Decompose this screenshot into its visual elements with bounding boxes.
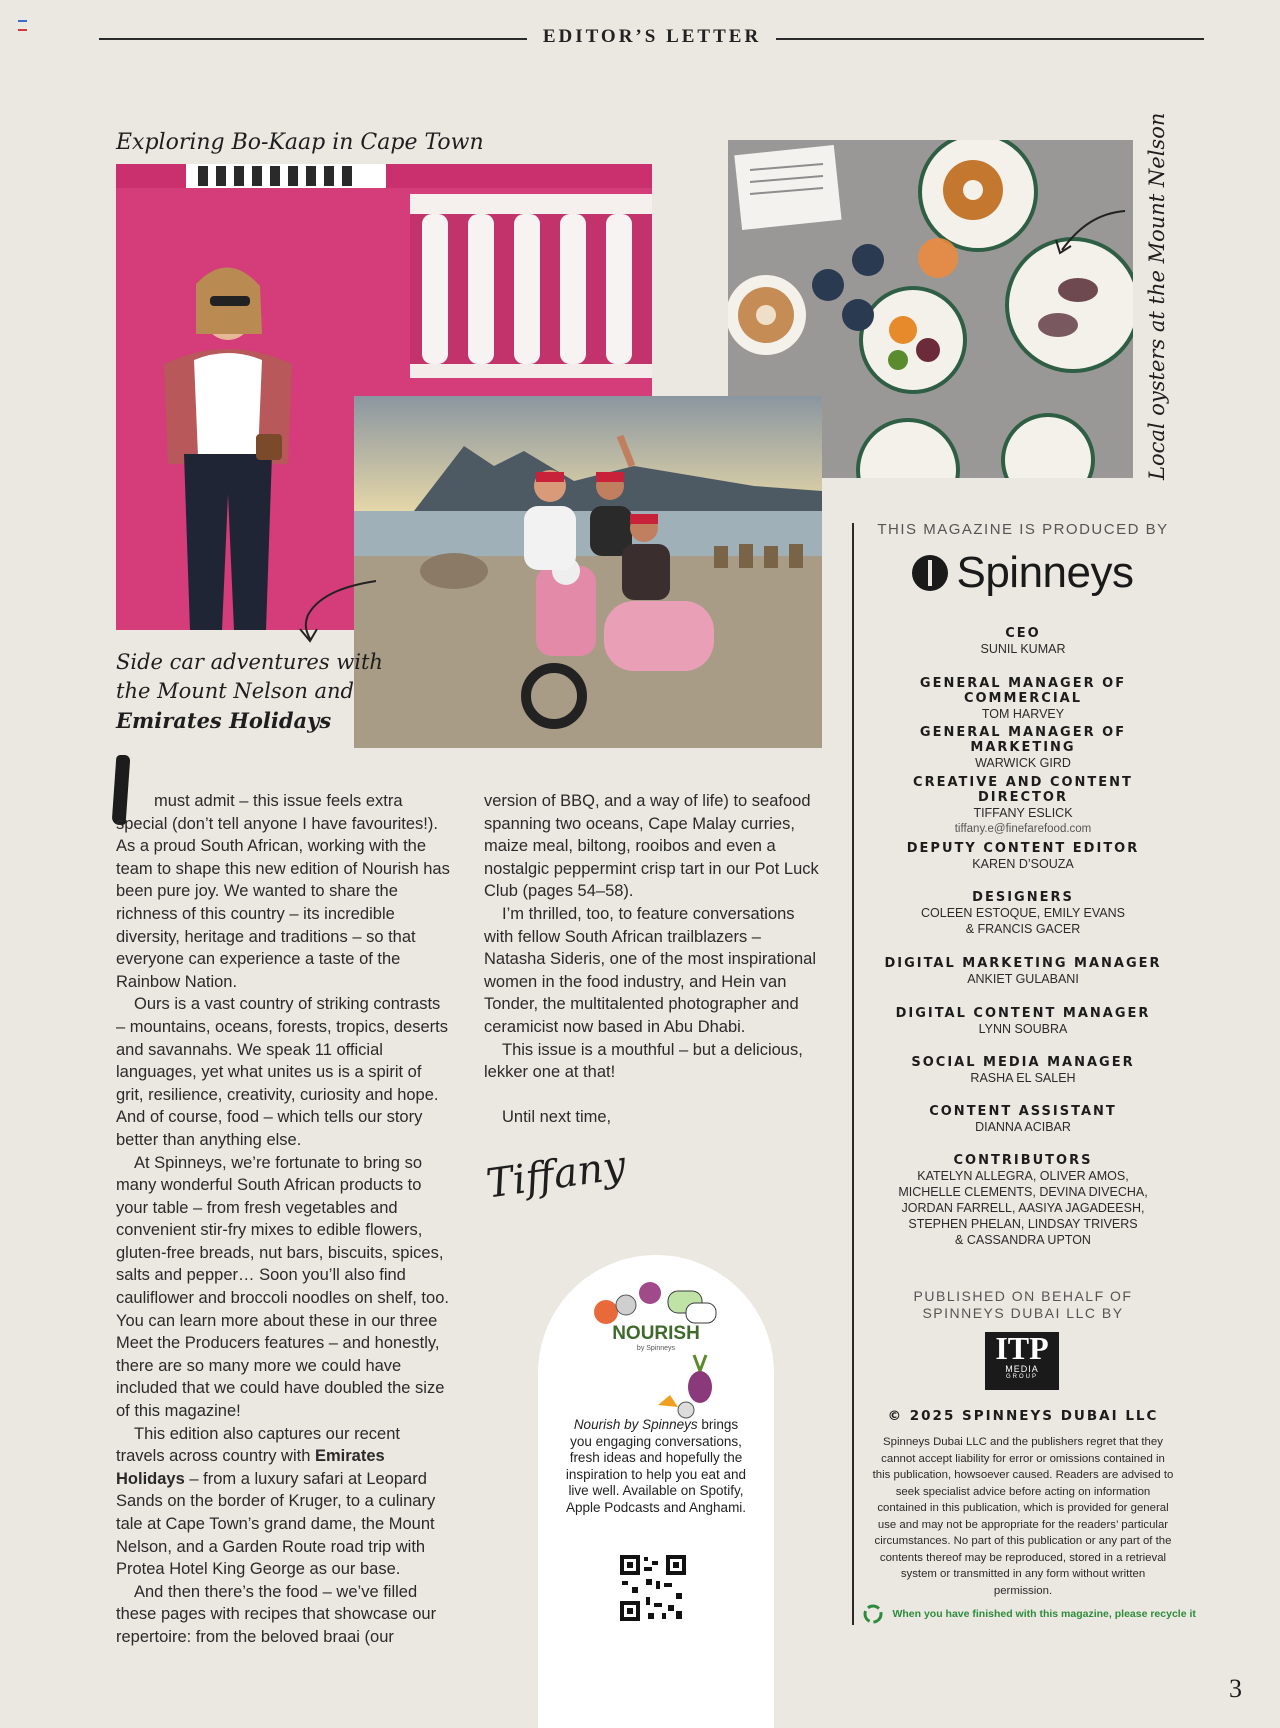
staff-role: DIGITAL MARKETING MANAGER	[884, 956, 1162, 971]
staff-name: WARWICK GIRD	[975, 756, 1071, 770]
letter-paragraph: At Spinneys, we’re fortunate to bring so many wonderful South African products to your table – from fresh vegetables and convenient stir-fry mixes to edible flowers, gluten-free breads, nut bars, biscuits, spices, salts and pepper… Soon you’ll also find cauliflower and broccoli noodles on shelf, too. You can learn more about these in our three Meet the Producers features – and honestly, there are so many more we could have included that we could have doubled the size of this magazine!	[116, 1153, 449, 1421]
staff-role: GENERAL MANAGER OF COMMERCIAL	[919, 676, 1127, 706]
sidecar-illustration	[354, 396, 822, 748]
emirates-holidays-bold: Emirates Holidays	[116, 1447, 385, 1488]
published-line-1: PUBLISHED ON BEHALF OF	[913, 1288, 1133, 1304]
spinneys-logo-icon	[912, 555, 948, 591]
staff-role: CONTRIBUTORS	[953, 1153, 1093, 1168]
nourish-logo: NOURISH	[612, 1323, 700, 1344]
staff-name: & CASSANDRA UPTON	[955, 1233, 1091, 1247]
staff-creative-director	[868, 775, 1178, 837]
qr-code-icon[interactable]	[618, 1553, 688, 1623]
recycle-text: When you have finished with this magazine, please recycle it	[892, 1608, 1196, 1620]
staff-digital-marketing	[868, 956, 1178, 987]
staff-content-assistant	[868, 1104, 1178, 1135]
staff-name: JORDAN FARRELL, AASIYA JAGADEESH,	[901, 1201, 1145, 1215]
letter-paragraph	[116, 1423, 452, 1581]
itp-logo-text: ITP	[995, 1330, 1049, 1366]
staff-name: & FRANCIS GACER	[965, 922, 1081, 936]
letter-text: – from a luxury safari at Leopard Sands on the border of Kruger, to a culinary tale at Cape Town’s grand dame, the Mount Nelson, and a Garden Route road trip with Protea Hotel King George as our base.	[116, 1469, 436, 1579]
staff-deputy-editor	[868, 841, 1178, 872]
itp-logo-group: GROUP	[1005, 1374, 1038, 1380]
photo-sidecar	[354, 396, 822, 748]
letter-paragraph: This issue is a mouthful – but a delicious, lekker one at that!	[484, 1040, 803, 1082]
disclaimer: Spinneys Dubai LLC and the publishers regret that they cannot accept liability for error or omissions contained in this publication, howsoever caused. Readers are advised to seek specialist advice before acting on information contained in this publication, which is provided for general use and may not be appropriate for the readers’ particular circumstances. No part of this publication or any part of the contents thereof may be reproduced, stored in a retrieval system or transmitted in any form without written permission.	[872, 1436, 1174, 1597]
nourish-blurb	[562, 1417, 750, 1516]
spinneys-logo-text: Spinneys	[956, 548, 1134, 597]
recycle-notice	[862, 1603, 1196, 1625]
letter-paragraph: version of BBQ, and a way of life) to seafood spanning two oceans, Cape Malay curries, maize meal, biltong, rooibos and even a nostalgic peppermint crisp tart in our Pot Luck Club (pages 54–58).	[484, 792, 819, 901]
masthead-divider	[852, 523, 854, 1625]
staff-name: LYNN SOUBRA	[978, 1022, 1068, 1036]
staff-name: TOM HARVEY	[981, 707, 1065, 721]
itp-logo	[985, 1332, 1059, 1390]
caption-arrow-sidecar	[290, 575, 380, 645]
staff-name: ANKIET GULABANI	[967, 972, 1079, 986]
staff-role: SOCIAL MEDIA MANAGER	[911, 1055, 1135, 1070]
vegetables-icon	[648, 1325, 768, 1425]
caption-sidecar-line2: the Mount Nelson and	[116, 679, 355, 703]
recycle-icon	[862, 1603, 884, 1625]
nourish-promo	[538, 1255, 774, 1728]
letter-signoff: Until next time,	[502, 1107, 612, 1126]
letter-paragraph: And then there’s the food – we’ve filled these pages with recipes that showcase our repertoire: from the beloved braai (our	[116, 1582, 437, 1646]
staff-name: KATELYN ALLEGRA, OLIVER AMOS,	[917, 1169, 1129, 1183]
copyright: © 2025 SPINNEYS DUBAI LLC	[887, 1408, 1159, 1424]
caption-sidecar-line1: Side car adventures with	[116, 650, 383, 674]
staff-role: CREATIVE AND CONTENT DIRECTOR	[913, 775, 1133, 805]
staff-name: MICHELLE CLEMENTS, DEVINA DIVECHA,	[898, 1185, 1148, 1199]
produced-by-label: THIS MAGAZINE IS PRODUCED BY	[877, 521, 1169, 538]
staff-gm-commercial	[868, 676, 1178, 722]
staff-ceo	[868, 626, 1178, 657]
staff-name: STEPHEN PHELAN, LINDSAY TRIVERS	[908, 1217, 1138, 1231]
spinneys-logo	[868, 548, 1178, 608]
caption-sidecar	[116, 648, 383, 735]
staff-name: SUNIL KUMAR	[980, 642, 1066, 656]
nourish-blurb-title: Nourish by Spinneys	[573, 1417, 698, 1432]
staff-role: DIGITAL CONTENT MANAGER	[895, 1006, 1151, 1021]
letter-paragraph: Ours is a vast country of striking contrasts – mountains, oceans, forests, tropics, deserts and savannahs. We speak 11 official languages, yet what unites us is a spirit of grit, resilience, creativity, curiosity and hope. And of course, food – which tells our story better than anything else.	[116, 995, 448, 1149]
staff-role: GENERAL MANAGER OF MARKETING	[919, 725, 1127, 755]
section-title: EDITOR’S LETTER	[542, 26, 762, 47]
staff-email[interactable]: tiffany.e@finefarefood.com	[954, 823, 1092, 835]
nourish-blurb-text: brings you engaging conversations, fresh ideas and hopefully the inspiration to help you eat and live well. Available on Spotify, Apple Podcasts and Anghami.	[565, 1417, 747, 1515]
staff-name: TIFFANY ESLICK	[973, 806, 1073, 820]
staff-digital-content	[868, 1006, 1178, 1037]
staff-role: CEO	[1005, 626, 1041, 641]
staff-gm-marketing	[868, 725, 1178, 771]
staff-role: DESIGNERS	[972, 890, 1074, 905]
staff-role: CONTENT ASSISTANT	[929, 1104, 1117, 1119]
staff-name: COLEEN ESTOQUE, EMILY EVANS	[921, 906, 1125, 920]
caption-arrow-oysters	[1040, 205, 1130, 265]
published-by	[868, 1288, 1178, 1322]
staff-role: DEPUTY CONTENT EDITOR	[906, 841, 1140, 856]
caption-bokaap: Exploring Bo-Kaap in Cape Town	[116, 130, 484, 155]
caption-oysters: Local oysters at the Mount Nelson	[1145, 112, 1169, 480]
letter-paragraph: I’m thrilled, too, to feature conversations with fellow South African trailblazers – Natasha Sideris, one of the most inspirational women in the food industry, and Hein van Tonder, the multitalented photographer and ceramicist now based in Abu Dhabi.	[484, 904, 817, 1036]
staff-contributors	[868, 1153, 1178, 1248]
letter-text: This edition also captures our recent travels across country with	[116, 1424, 400, 1466]
signature: Tiffany	[483, 1142, 629, 1208]
staff-name: DIANNA ACIBAR	[975, 1120, 1071, 1134]
letter-column-2	[484, 790, 824, 1128]
letter-column-1	[116, 790, 452, 1649]
letter-paragraph: must admit – this issue feels extra special (don’t tell anyone I have favourites!). As a proud South African, working with the team to shape this new edition of Nourish has been pure joy. We wanted to share the richness of this country – its incredible diversity, heritage and traditions – so that everyone can experience a taste of the Rainbow Nation.	[116, 792, 450, 991]
staff-designers	[868, 890, 1178, 937]
published-line-2: SPINNEYS DUBAI LLC BY	[922, 1305, 1124, 1321]
itp-logo-media: MEDIA	[1005, 1364, 1039, 1374]
staff-name: KAREN D’SOUZA	[972, 857, 1074, 871]
page-number: 3	[1229, 1674, 1242, 1703]
staff-name: RASHA EL SALEH	[970, 1071, 1076, 1085]
caption-sidecar-line3: Emirates Holidays	[116, 708, 332, 733]
staff-social-media	[868, 1055, 1178, 1086]
nourish-by: by Spinneys	[636, 1345, 676, 1352]
